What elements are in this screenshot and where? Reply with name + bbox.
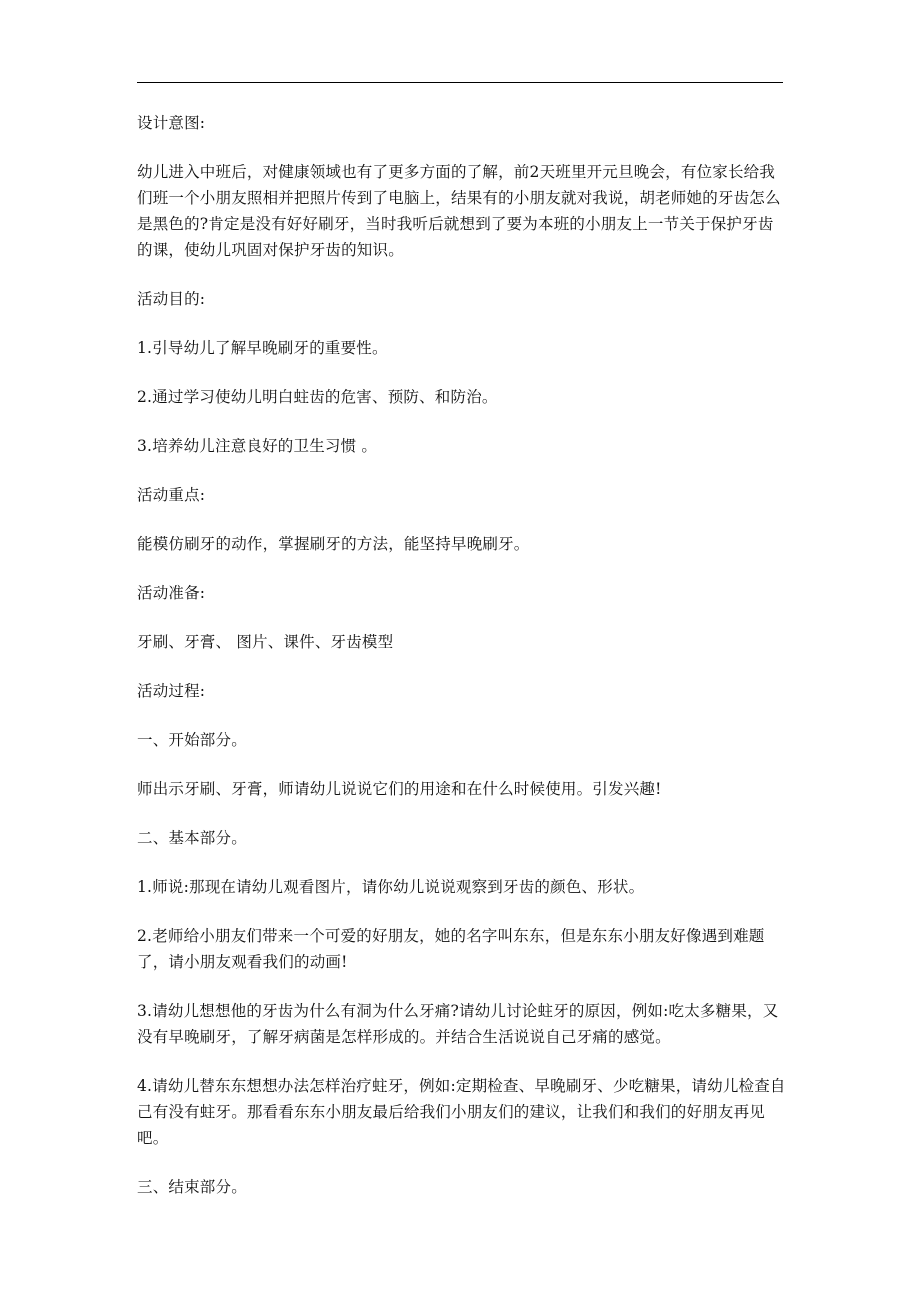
goal-item: 3.培养幼儿注意良好的卫生习惯 。 xyxy=(137,437,378,455)
part-one-paragraph: 师出示牙刷、牙膏，师请幼儿说说它们的用途和在什么时候使用。引发兴趣! xyxy=(137,780,662,798)
document-body xyxy=(137,110,787,1223)
step-item: 2.老师给小朋友们带来一个可爱的好朋友，她的名字叫东东，但是东东小朋友好像遇到难题了，请小朋友观看我们的动画! xyxy=(137,927,765,971)
part-one-title: 一、开始部分。 xyxy=(137,731,247,749)
header-rule xyxy=(137,82,783,83)
heading-activity-process: 活动过程: xyxy=(137,682,206,700)
step-item: 3.请幼儿想想他的牙齿为什么有洞为什么牙痛?请幼儿讨论蛀牙的原因，例如:吃太多糖果，又没有早晚刷牙，了解牙病菌是怎样形成的。并结合生活说说自己牙痛的感觉。 xyxy=(137,1002,779,1046)
heading-activity-focus: 活动重点: xyxy=(137,486,206,504)
step-item: 1.师说:那现在请幼儿观看图片，请你幼儿说说观察到牙齿的颜色、形状。 xyxy=(137,878,645,896)
heading-design-intent: 设计意图: xyxy=(137,114,206,132)
goal-item: 1.引导幼儿了解早晚刷牙的重要性。 xyxy=(137,339,388,357)
goal-item: 2.通过学习使幼儿明白蛀齿的危害、预防、和防治。 xyxy=(137,388,498,406)
prep-paragraph: 牙刷、牙膏、 图片、课件、牙齿模型 xyxy=(137,633,394,651)
part-two-title: 二、基本部分。 xyxy=(137,829,247,847)
focus-paragraph: 能模仿刷牙的动作，掌握刷牙的方法，能坚持早晚刷牙。 xyxy=(137,535,530,553)
heading-activity-goals: 活动目的: xyxy=(137,290,206,308)
step-item: 4.请幼儿替东东想想办法怎样治疗蛀牙，例如:定期检查、早晚刷牙、少吃糖果，请幼儿检查自己有没有蛀牙。那看看东东小朋友最后给我们小朋友们的建议，让我们和我们的好朋友再见吧。 xyxy=(137,1077,786,1147)
part-three-title: 三、结束部分。 xyxy=(137,1178,247,1196)
design-intent-paragraph: 幼儿进入中班后，对健康领域也有了更多方面的了解，前2天班里开元旦晚会，有位家长给我们班一个小朋友照相并把照片传到了电脑上，结果有的小朋友就对我说，胡老师她的牙齿怎么是黑色的?肯定是没有好好刷牙，当时我听后就想到了要为本班的小朋友上一节关于保护牙齿的课，使幼儿巩固对保护牙齿的知识。 xyxy=(137,163,781,259)
heading-activity-prep: 活动准备: xyxy=(137,584,206,602)
